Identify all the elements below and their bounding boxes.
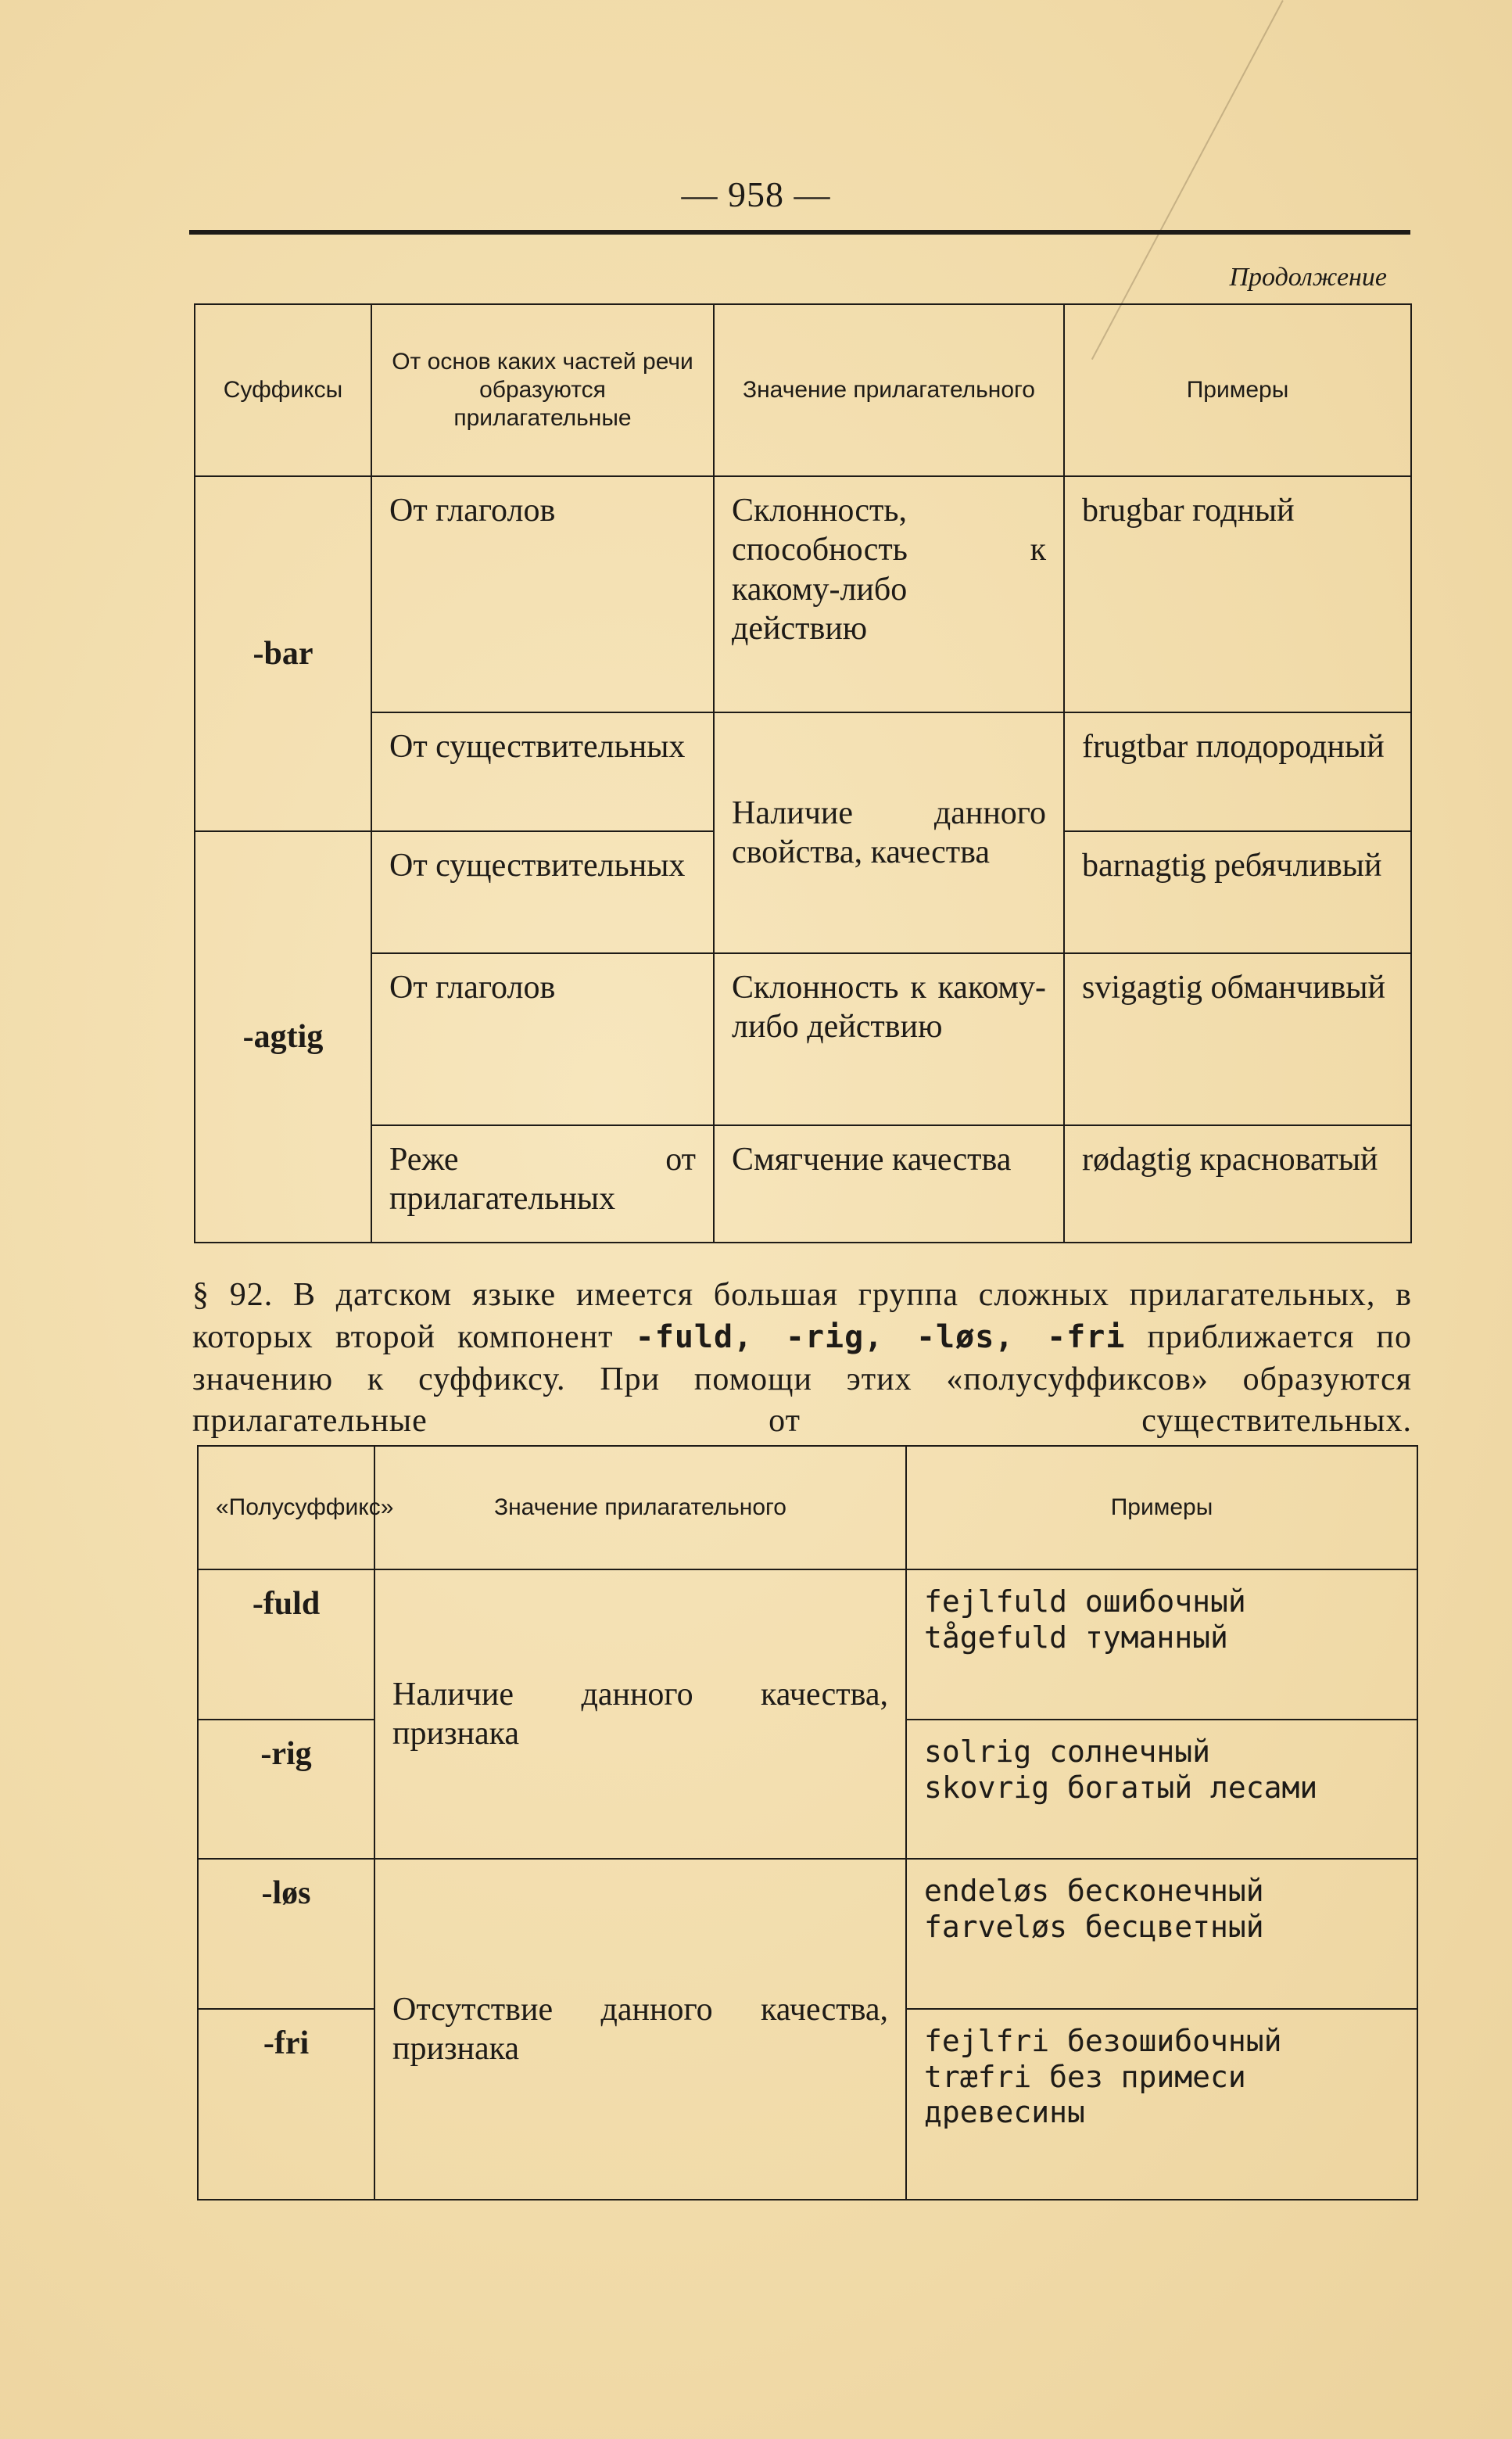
section-number: § 92. [192,1277,274,1313]
example-line: tågefuld туманный [924,1619,1228,1655]
table-row [195,476,1411,712]
examples-cell-rig [906,1720,1417,1859]
table-row [195,953,1411,1125]
table-header-row [195,304,1411,476]
meaning-absence-cell: Отсутствие данного качества, признака [374,1859,906,2200]
suffix-cell-rig: -rig [198,1720,374,1859]
example-line: træfri без примеси древесины [924,2059,1246,2130]
page-number: — 958 — [681,174,831,214]
example-cell: rødagtig красноватый [1064,1125,1411,1243]
suffix-cell-fri: -fri [198,2009,374,2200]
example-line: fejlfuld ошибочный [924,1584,1246,1619]
section-92-paragraph [192,1275,1412,1443]
header-suffixes: Суффиксы [195,304,371,476]
examples-cell-fri [906,2009,1417,2200]
semisuffix-table [197,1445,1418,2200]
suffix-cell-agtig: -agtig [195,831,371,1243]
meaning-cell: Склонность к какому-либо действию [714,953,1064,1125]
example-cell: barnagtig ребячливый [1064,831,1411,953]
table-header-row [198,1446,1417,1569]
example-line: endeløs бесконечный [924,1874,1264,1908]
meaning-cell: Склонность, способность к какому-либо действию [714,476,1064,712]
example-cell: brugbar годный [1064,476,1411,712]
source-cell: Реже от прилагательных [371,1125,714,1243]
shared-meaning-cell: Наличие данного свойства, качества [714,712,1064,953]
table-row [195,712,1411,831]
example-line: skovrig богатый лесами [924,1770,1318,1805]
semisuffix-list: -fuld, -rig, -løs, -fri [635,1318,1126,1355]
paragraph-text-after: приближается по значению к суффиксу. При помощи этих «полусуффиксов» образуются прилагательные от существительных. [192,1318,1412,1440]
table-row [198,1859,1417,2009]
header-parts-of-speech: От основ каких частей речи образуются прилагательные [371,304,714,476]
header-rule [189,230,1410,235]
source-cell: От существительных [371,831,714,953]
meaning-cell: Смягчение качества [714,1125,1064,1243]
suffix-cell-fuld: -fuld [198,1569,374,1720]
example-line: solrig солнечный [924,1734,1211,1769]
table-row [195,1125,1411,1243]
header-meaning: Значение прилагательного [714,304,1064,476]
header-examples: Примеры [1064,304,1411,476]
header-semisuffix: «Полусуффикс» [198,1446,374,1569]
source-cell: От глаголов [371,476,714,712]
example-cell: frugtbar плодородный [1064,712,1411,831]
meaning-presence-cell: Наличие данного качества, признака [374,1569,906,1859]
example-line: fejlfri безошибочный [924,2024,1282,2058]
suffix-table [194,303,1412,1243]
source-cell: От глаголов [371,953,714,1125]
table-row [198,1569,1417,1720]
suffix-cell-bar: -bar [195,476,371,831]
header-examples: Примеры [906,1446,1417,1569]
continuation-label: Продолжение [1229,263,1387,292]
paragraph-text-before: В датском языке имеется большая группа сложных прилагательных, в которых второй компонент [192,1277,1413,1355]
example-cell: svigagtig обманчивый [1064,953,1411,1125]
examples-cell-los [906,1859,1417,2009]
suffix-cell-los: -løs [198,1859,374,2009]
example-line: farveløs бесцветный [924,1909,1264,1944]
examples-cell-fuld [906,1569,1417,1720]
header-meaning: Значение прилагательного [374,1446,906,1569]
source-cell: От существительных [371,712,714,831]
